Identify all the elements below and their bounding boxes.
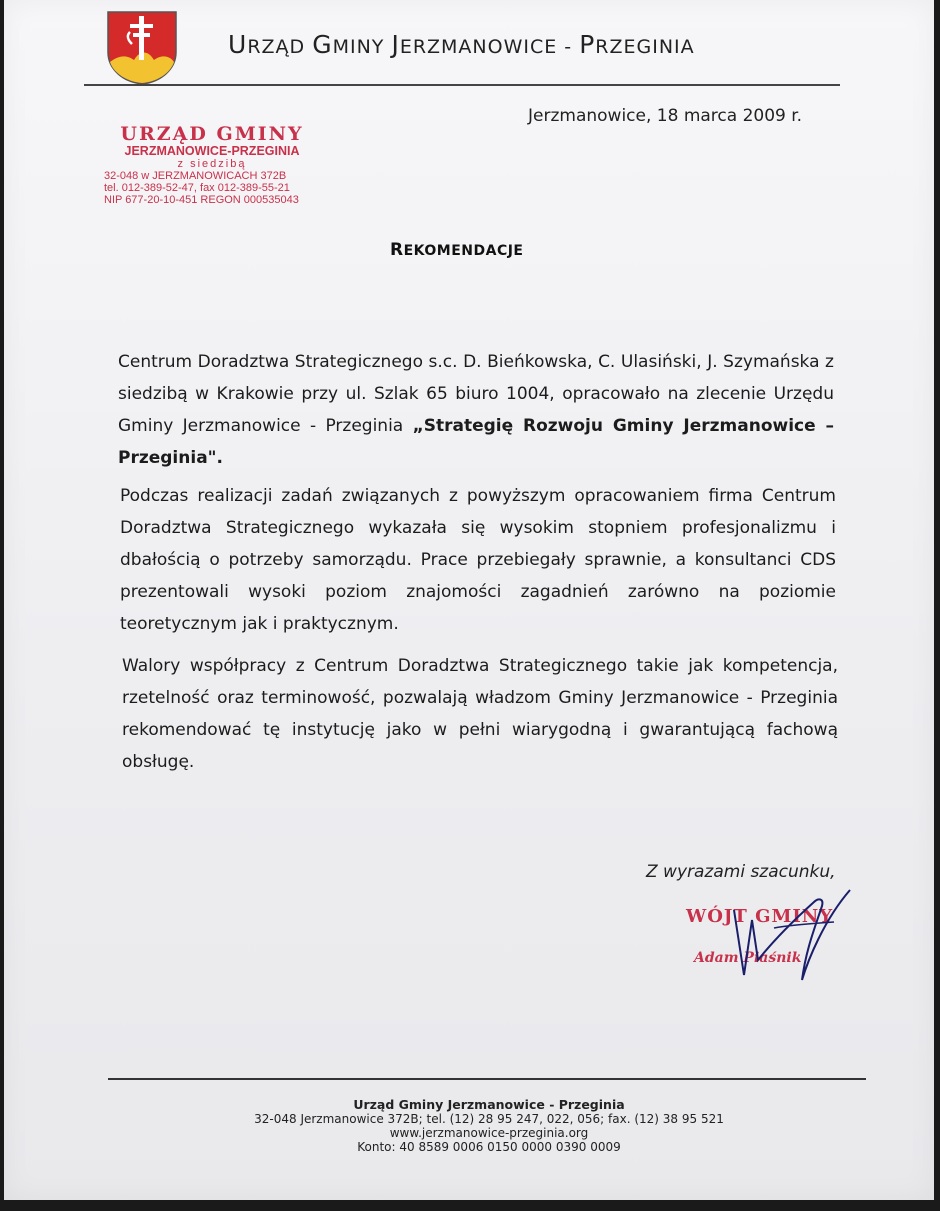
stamp-line-5: tel. 012-389-52-47, fax 012-389-55-21 <box>104 182 290 194</box>
stamp-line-3: z siedzibą <box>177 158 247 170</box>
footer-address: 32-048 Jerzmanowice 372B; tel. (12) 28 95 247, 022, 056; fax. (12) 38 95 521 <box>254 1112 724 1126</box>
document-title <box>390 240 524 260</box>
signature-stamp-title: WÓJT GMINY <box>686 906 834 927</box>
paragraph-1-strategy-name: „Strategię Rozwoju Gminy Jerzmanowice – Przeginia". <box>118 416 835 468</box>
stamp-line-4: 32-048 w JERZMANOWICACH 372B <box>104 170 287 182</box>
paragraph-1-text: Centrum Doradztwa Strategicznego s.c. D. Bieńkowska, C. Ulasiński, J. Szymańska z siedzibą w Krakowie przy ul. Szlak 65 biuro 1004, opracowało na zlecenie Urzędu Gminy Jerzmanowice - Przeginia <box>118 352 834 436</box>
footer-bank-account: Konto: 40 8589 0006 0150 0000 0390 0009 <box>357 1140 621 1154</box>
paragraph-1 <box>118 346 834 474</box>
coat-of-arms-icon <box>104 10 180 86</box>
letter-date: Jerzmanowice, 18 marca 2009 r. <box>528 106 803 126</box>
paragraph-2: Podczas realizacji zadań związanych z powyższym opracowaniem firma Centrum Doradztwa Strategicznego wykazała się wysokim stopniem profesjonalizmu i dbałością o potrzeby samorządu. Prace przebiegały sprawnie, a konsultanci CDS prezentowali wysoki poziom znajomości zagadnień zarówno na poziomie teoretycznym jak i praktycznym. <box>120 486 836 634</box>
header-divider <box>84 84 840 86</box>
stamp-line-2: JERZMANOWICE-PRZEGINIA <box>124 144 300 158</box>
signature-stamp-name: Adam Piaśnik <box>694 950 802 966</box>
letter-page <box>4 0 934 1200</box>
stamp-line-1: URZĄD GMINY <box>120 123 304 145</box>
handwritten-signature-icon <box>714 880 864 990</box>
footer-website: www.jerzmanowice-przeginia.org <box>389 1126 589 1140</box>
title-initial: R <box>390 240 404 260</box>
stamp-line-6: NIP 677-20-10-451 REGON 000535043 <box>104 194 299 206</box>
footer-divider <box>108 1078 866 1080</box>
letterhead-title: URZĄD GMINY JERZMANOWICE - PRZEGINIA <box>228 30 695 59</box>
closing-phrase: Z wyrazami szacunku, <box>646 862 836 882</box>
office-stamp <box>102 125 322 206</box>
paragraph-3: Walory współpracy z Centrum Doradztwa Strategicznego takie jak kompetencja, rzetelność oraz terminowość, pozwalają władzom Gminy Jerzmanowice - Przeginia rekomendować tę instytucję jako w pełni wiarygodną i gwarantującą fachową obsługę. <box>122 656 838 772</box>
footer-office-name: Urząd Gminy Jerzmanowice - Przeginia <box>353 1097 625 1112</box>
letter-footer <box>184 1098 794 1154</box>
title-rest: EKOMENDACJE <box>403 243 524 259</box>
